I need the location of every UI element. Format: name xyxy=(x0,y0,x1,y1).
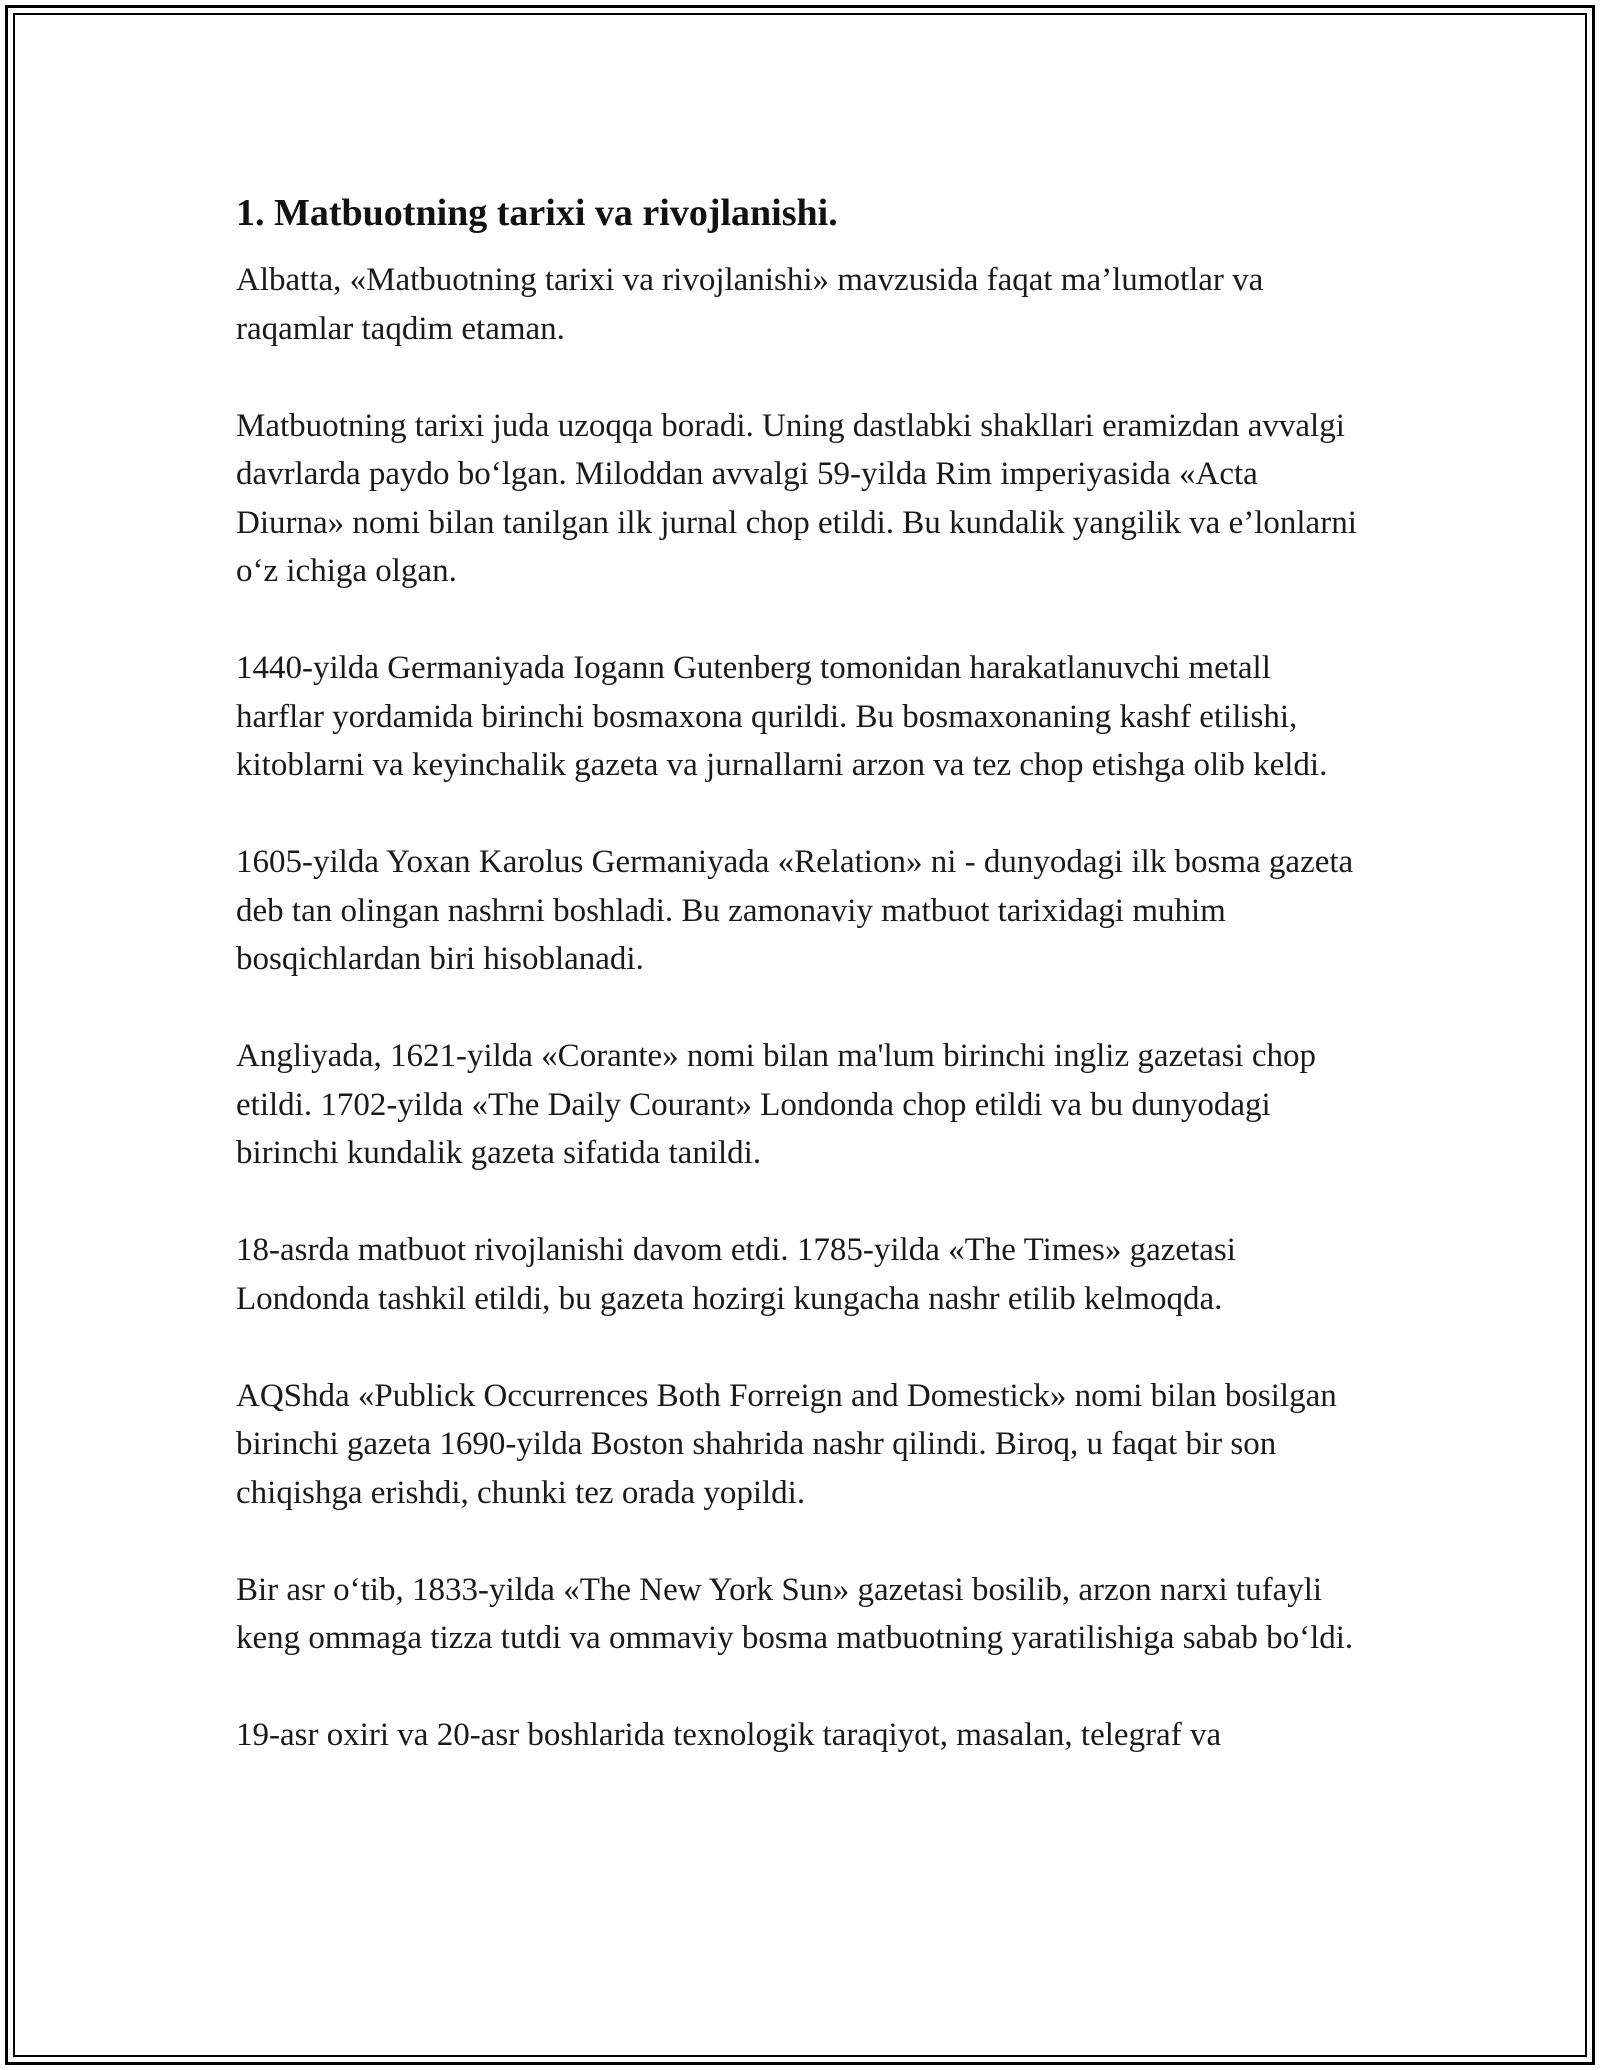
paragraph-corante: Angliyada, 1621-yilda «Corante» nomi bilan ma'lum birinchi ingliz gazetasi chop etildi. 1702-yilda «The Daily Courant» Londonda chop etildi va bu dunyodagi birinchi kundalik gazeta sifatida tanildi. xyxy=(236,1038,1317,1171)
document-body xyxy=(236,188,1366,1808)
paragraph-relation: 1605-yilda Yoxan Karolus Germaniyada «Relation» ni - dunyodagi ilk bosma gazeta deb tan olingan nashrni boshladi. Bu zamonaviy matbuot tarixidagi muhim bosqichlardan biri hisoblanadi. xyxy=(236,844,1354,977)
paragraph-acta-diurna: Matbuotning tarixi juda uzoqqa boradi. Uning dastlabki shakllari eramizdan avvalgi davrlarda paydo bo‘lgan. Miloddan avvalgi 59-yilda Rim imperiyasida «Acta Diurna» nomi bilan tanilgan ilk jurnal chop etildi. Bu kundalik yangilik va e’lonlarni o‘z ichiga olgan. xyxy=(236,407,1357,589)
paragraph-19th-century: 19-asr oxiri va 20-asr boshlarida texnologik taraqiyot, masalan, telegraf va xyxy=(236,1717,1222,1753)
paragraph-new-york-sun: Bir asr o‘tib, 1833-yilda «The New York Sun» gazetasi bosilib, arzon narxi tufayli keng ommaga tizza tutdi va ommaviy bosma matbuotning yaratilishiga sabab bo‘ldi. xyxy=(236,1571,1354,1656)
section-heading: 1. Matbuotning tarixi va rivojlanishi. xyxy=(236,192,838,234)
paragraph-intro: Albatta, «Matbuotning tarixi va rivojlanishi» mavzusida faqat ma’lumotlar va raqamlar taqdim etaman. xyxy=(236,262,1264,347)
paragraph-publick-occurrences: AQShda «Publick Occurrences Both Forreign and Domestick» nomi bilan bosilgan birinchi gazeta 1690-yilda Boston shahrida nashr qilindi. Biroq, u faqat bir son chiqishga erishdi, chunki tez orada yopildi. xyxy=(236,1377,1337,1511)
paragraph-gutenberg: 1440-yilda Germaniyada Iogann Gutenberg tomonidan harakatlanuvchi metall harflar yordamida birinchi bosmaxona qurildi. Bu bosmaxonaning kashf etilishi, kitoblarni va keyinchalik gazeta va jurnallarni arzon va tez chop etishga olib keldi. xyxy=(236,650,1328,783)
paragraph-the-times: 18-asrda matbuot rivojlanishi davom etdi. 1785-yilda «The Times» gazetasi Londonda tashkil etildi, bu gazeta hozirgi kungacha nashr etilib kelmoqda. xyxy=(236,1232,1236,1317)
